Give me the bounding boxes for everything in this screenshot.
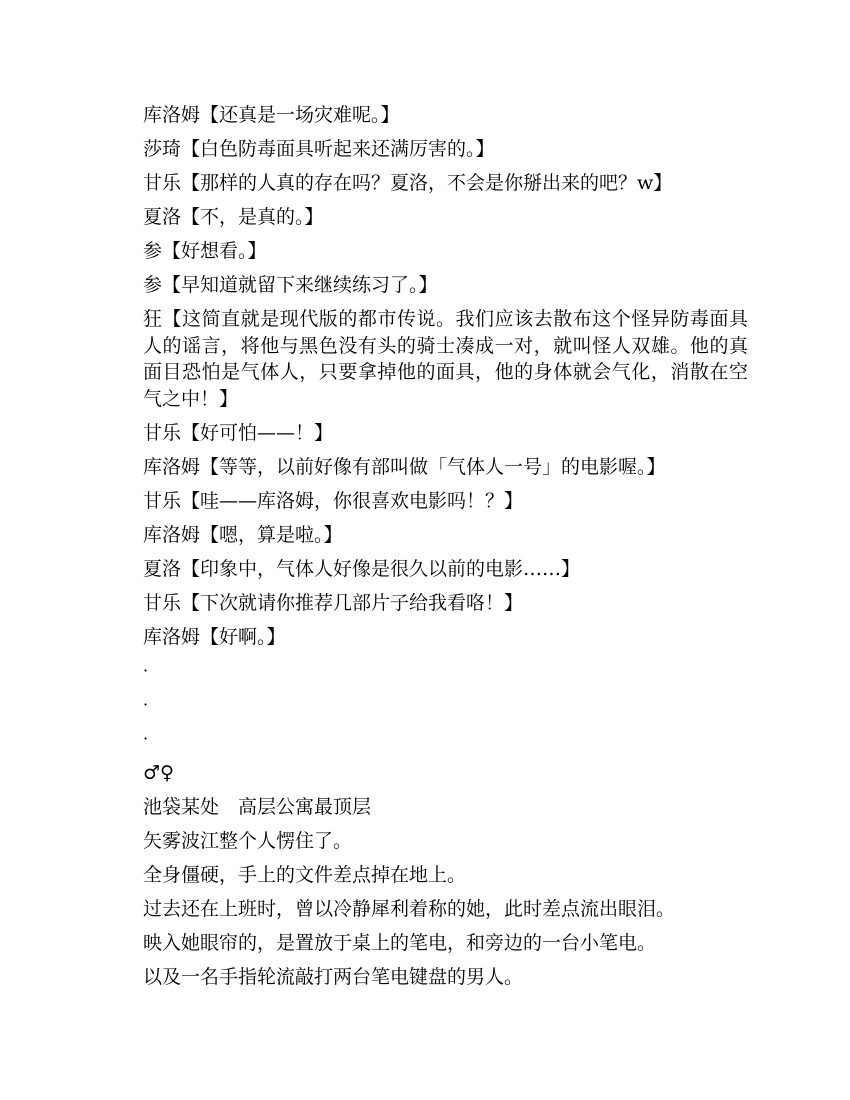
narration-line: 全身僵硬，手上的文件差点掉在地上。 (143, 864, 467, 886)
narration-line: 过去还在上班时，曾以冷静犀利着称的她，此时差点流出眼泪。 (143, 898, 676, 920)
dialogue-line: 甘乐【好可怕——！】 (143, 422, 334, 444)
document-body (143, 98, 748, 994)
section-dot: · (143, 729, 149, 748)
narration-line: 以及一名手指轮流敲打两台笔电键盘的男人。 (143, 966, 524, 988)
scene-heading: 池袋某处 高层公寓最顶层 (143, 796, 372, 818)
dialogue-paragraph: 狂【这简直就是现代版的都市传说。我们应该去散布这个怪异防毒面具人的谣言，将他与黑色没有头的骑士凑成一对，就叫怪人双雄。他的真面目恐怕是气体人，只要拿掉他的面具，他的身体就会气化，消散在空气之中！】 (143, 308, 748, 410)
dialogue-line: 库洛姆【好啊。】 (143, 626, 286, 648)
dialogue-line: 甘乐【下次就请你推荐几部片子给我看咯！】 (143, 592, 524, 614)
narration-line: 矢雾波江整个人愣住了。 (143, 830, 353, 852)
section-separator: ♂♀ (143, 762, 174, 784)
dialogue-line: 参【好想看。】 (143, 240, 267, 262)
dialogue-line: 库洛姆【嗯，算是啦。】 (143, 524, 343, 546)
dialogue-line: 夏洛【印象中，气体人好像是很久以前的电影……】 (143, 558, 581, 580)
section-dot: · (143, 661, 149, 680)
dialogue-line: 甘乐【哇——库洛姆，你很喜欢电影吗！？】 (143, 490, 524, 512)
dialogue-line: 甘乐【那样的人真的存在吗？夏洛，不会是你掰出来的吧？w】 (143, 172, 673, 194)
narration-line: 映入她眼帘的，是置放于桌上的笔电，和旁边的一台小笔电。 (143, 932, 657, 954)
section-dot: · (143, 695, 149, 714)
dialogue-line: 参【早知道就留下来继续练习了。】 (143, 274, 438, 296)
dialogue-line: 库洛姆【等等，以前好像有部叫做「气体人一号」的电影喔。】 (143, 456, 666, 478)
dialogue-line: 莎琦【白色防毒面具听起来还满厉害的。】 (143, 138, 495, 160)
dialogue-line: 夏洛【不，是真的。】 (143, 206, 324, 228)
dialogue-line: 库洛姆【还真是一场灾难呢。】 (143, 104, 400, 126)
